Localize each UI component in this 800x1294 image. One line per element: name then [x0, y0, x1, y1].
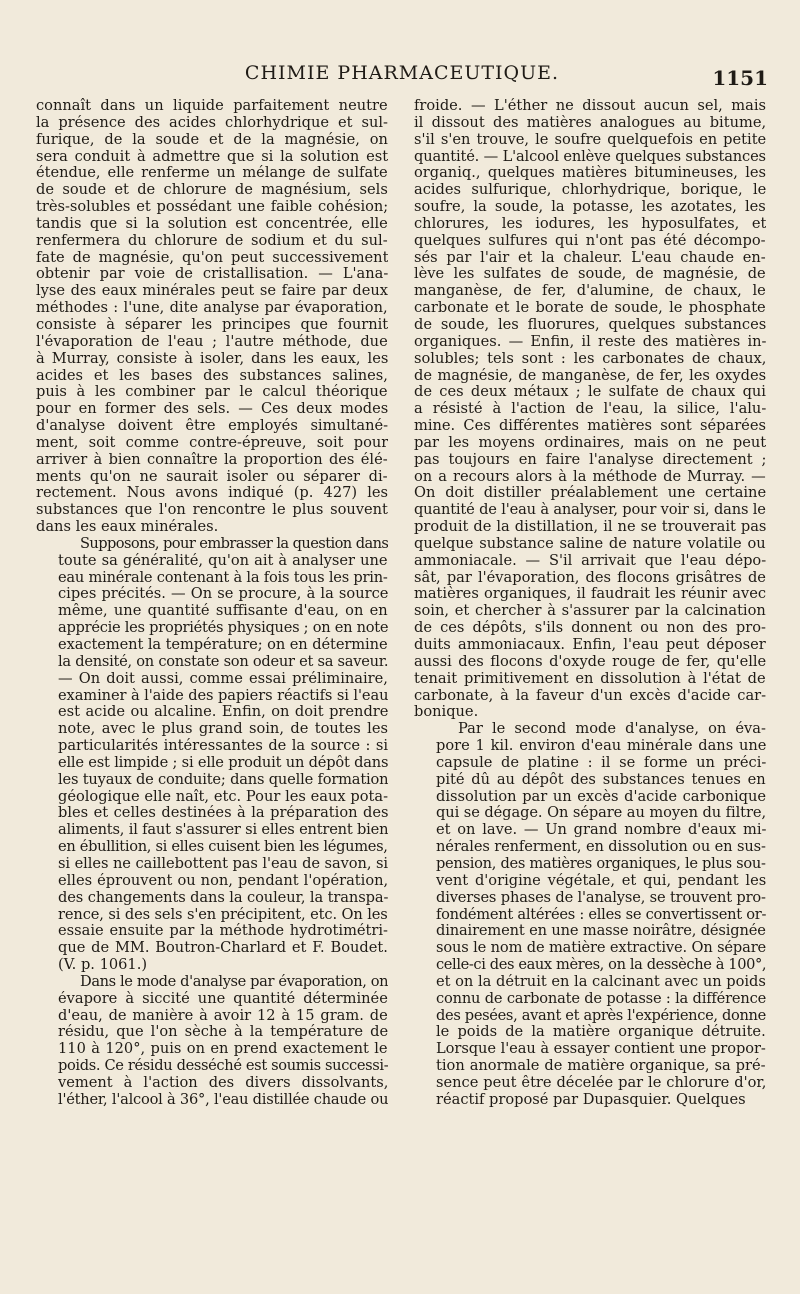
- text-line: les tuyaux de conduite; dans quelle formation: [58, 771, 388, 788]
- text-line: évapore à siccité une quantité déterminée: [58, 990, 388, 1007]
- text-line: carbonate, à la faveur d'un excès d'acide car-: [414, 687, 766, 704]
- text-line: consiste à séparer les principes que fournit: [36, 316, 388, 333]
- text-line: de soude et de chlorure de magnésium, sels: [36, 182, 388, 199]
- text-line: 110 à 120°, puis on en prend exactement le: [58, 1041, 388, 1058]
- text-line: bonique.: [414, 704, 479, 721]
- text-line: On doit distiller préalablement une certaine: [414, 485, 766, 502]
- text-line: l'éther, l'alcool à 36°, l'eau distillée chaude ou: [58, 1091, 388, 1108]
- text-line: obtenir par voie de cristallisation. — L'ana-: [36, 266, 388, 283]
- paragraph: [414, 721, 766, 1108]
- text-line: dans les eaux minérales.: [36, 519, 219, 536]
- text-line: connu de carbonate de potasse : la différence: [436, 990, 766, 1007]
- text-line: quantité de l'eau à analyser, pour voir si, dans le: [414, 502, 766, 519]
- text-line: ments qu'on ne saurait isoler ou séparer di-: [36, 468, 388, 485]
- text-line: la présence des acides chlorhydrique et sul-: [36, 114, 388, 131]
- text-line: résidu, que l'on sèche à la température de: [58, 1024, 388, 1041]
- text-line: furique, de la soude et de la magnésie, on: [36, 131, 388, 148]
- text-line: réactif proposé par Dupasquier. Quelques: [436, 1091, 746, 1108]
- page-header: [36, 60, 768, 90]
- text-line: sât, par l'évaporation, des flocons grisâtres de: [414, 569, 766, 586]
- text-line: chlorures, les iodures, les hyposulfates, et: [414, 215, 766, 232]
- text-line: dissolution par un excès d'acide carbonique: [436, 788, 766, 805]
- text-line: à Murray, consiste à isoler, dans les eaux, les: [36, 350, 388, 367]
- text-line: de soude, les fluorures, quelques substances: [414, 316, 766, 333]
- text-line: acides et les bases des substances salines,: [36, 367, 388, 384]
- text-line: diverses phases de l'analyse, se trouvent pro-: [436, 889, 766, 906]
- text-line: capsule de platine : il se forme un préci-: [436, 754, 766, 771]
- text-line: cipes précités. — On se procure, à la source: [58, 586, 388, 603]
- text-line: vent d'origine végétale, et qui, pendant les: [436, 872, 766, 889]
- text-line: quelques sulfures qui n'ont pas été décompo-: [414, 232, 766, 249]
- text-line: acides sulfurique, chlorhydrique, borique, le: [414, 182, 766, 199]
- left-text-column: [36, 98, 388, 1109]
- text-line: est acide ou alcaline. Enfin, on doit prendre: [58, 704, 388, 721]
- text-line: (V. p. 1061.): [58, 957, 148, 974]
- text-line: Dans le mode d'analyse par évaporation, on: [80, 973, 388, 990]
- text-line: pité dû au dépôt des substances tenues en: [436, 771, 766, 788]
- text-line: elle est limpide ; si elle produit un dépôt dans: [58, 754, 388, 771]
- text-line: organiq., quelques matières bitumineuses, les: [414, 165, 766, 182]
- paragraph: [36, 536, 388, 974]
- text-line: soin, et chercher à s'assurer par la calcination: [414, 603, 766, 620]
- text-line: tion anormale de matière organique, sa pré-: [436, 1058, 766, 1075]
- text-line: aliments, il faut s'assurer si elles entrent bien: [58, 822, 388, 839]
- text-line: Lorsque l'eau à essayer contient une propor-: [436, 1041, 766, 1058]
- text-line: arriver à bien connaître la proportion des élé-: [36, 451, 388, 468]
- text-line: organiques. — Enfin, il reste des matières in-: [414, 333, 766, 350]
- text-line: l'évaporation de l'eau ; l'autre méthode, due: [36, 333, 388, 350]
- text-line: méthodes : l'une, dite analyse par évaporation,: [36, 300, 388, 317]
- text-line: Supposons, pour embrasser la question dans: [80, 535, 388, 552]
- text-line: si elles ne caillebottent pas l'eau de savon, si: [58, 855, 388, 872]
- text-line: très-solubles et possédant une faible cohésion;: [36, 199, 388, 216]
- text-line: pore 1 kil. environ d'eau minérale dans une: [436, 738, 766, 755]
- text-line: apprécie les propriétés physiques ; on en note: [58, 620, 388, 637]
- text-line: et on la détruit en la calcinant avec un poids: [436, 973, 766, 990]
- right-text-column: [414, 98, 766, 1109]
- text-line: ammoniacale. — S'il arrivait que l'eau dépo-: [414, 552, 766, 569]
- text-line: celle-ci des eaux mères, on la dessèche à 100°,: [436, 957, 766, 974]
- text-line: il dissout des matières analogues au bitume,: [414, 114, 766, 131]
- text-line: quelque substance saline de nature volatile ou: [414, 535, 766, 552]
- text-line: par les moyens ordinaires, mais on ne peut: [414, 434, 766, 451]
- text-line: nérales renferment, en dissolution ou en sus-: [436, 839, 766, 856]
- text-line: note, avec le plus grand soin, de toutes les: [58, 721, 388, 738]
- text-line: qui se dégage. On sépare au moyen du filtre,: [436, 805, 766, 822]
- text-line: on a recours alors à la méthode de Murray. —: [414, 468, 766, 485]
- text-line: fate de magnésie, qu'on peut successivement: [36, 249, 388, 266]
- text-line: essaie ensuite par la méthode hydrotimétri-: [58, 923, 388, 940]
- text-line: fondément altérées : elles se convertissent or-: [436, 906, 766, 923]
- paragraph: [414, 98, 766, 721]
- text-line: de ces dépôts, s'ils donnent ou non des pro-: [414, 620, 766, 637]
- text-line: lève les sulfates de soude, de magnésie, de: [414, 266, 766, 283]
- text-line: même, une quantité suffisante d'eau, on en: [58, 603, 388, 620]
- text-line: lyse des eaux minérales peut se faire par deux: [36, 283, 388, 300]
- text-line: de magnésie, de manganèse, de fer, les oxydes: [414, 367, 766, 384]
- text-line: a résisté à l'action de l'eau, la silice, l'alu-: [414, 401, 766, 418]
- text-line: mine. Ces différentes matières sont séparées: [414, 418, 766, 435]
- text-line: duits ammoniacaux. Enfin, l'eau peut déposer: [414, 637, 766, 653]
- text-line: bles et celles destinées à la préparation des: [58, 805, 388, 822]
- text-line: dinairement en une masse noirâtre, désignée: [436, 923, 766, 940]
- text-line: géologique elle naît, etc. Pour les eaux pota-: [58, 788, 388, 805]
- text-line: d'eau, de manière à avoir 12 à 15 gram. de: [58, 1007, 388, 1024]
- text-line: vement à l'action des divers dissolvants,: [58, 1074, 388, 1091]
- text-line: rectement. Nous avons indiqué (p. 427) les: [36, 485, 388, 502]
- text-line: carbonate et le borate de soude, le phosphate: [414, 300, 766, 317]
- text-line: le poids de la matière organique détruite.: [436, 1024, 766, 1041]
- text-line: d'analyse doivent être employés simultané-: [36, 418, 388, 435]
- text-line: particularités intéressantes de la source : si: [58, 738, 388, 755]
- text-line: — On doit aussi, comme essai préliminaire,: [58, 670, 388, 687]
- text-line: exactement la température; on en détermine: [58, 637, 388, 653]
- text-line: ment, soit comme contre-épreuve, soit pour: [36, 434, 388, 451]
- text-line: renfermera du chlorure de sodium et du sul-: [36, 232, 388, 249]
- text-line: tenait primitivement en dissolution à l'état de: [414, 670, 766, 687]
- text-line: solubles; tels sont : les carbonates de chaux,: [414, 350, 766, 367]
- text-line: soufre, la soude, la potasse, les azotates, les: [414, 199, 766, 216]
- text-line: en ébullition, si elles cuisent bien les légumes,: [58, 839, 388, 856]
- text-line: examiner à l'aide des papiers réactifs si l'eau: [58, 687, 388, 704]
- text-line: pour en former des sels. — Ces deux modes: [36, 401, 388, 418]
- text-line: des pesées, avant et après l'expérience, donne: [436, 1007, 766, 1024]
- text-line: substances que l'on rencontre le plus souvent: [36, 502, 388, 519]
- text-line: manganèse, de fer, d'alumine, de chaux, le: [414, 283, 766, 300]
- paragraph: [36, 974, 388, 1109]
- text-line: eau minérale contenant à la fois tous les prin-: [58, 569, 388, 586]
- running-title: CHIMIE PHARMACEUTIQUE.: [244, 62, 560, 84]
- text-line: produit de la distillation, il ne se trouverait pas: [414, 519, 766, 536]
- text-line: sera conduit à admettre que si la solution est: [36, 148, 388, 165]
- text-line: connaît dans un liquide parfaitement neutre: [36, 98, 388, 114]
- text-line: froide. — L'éther ne dissout aucun sel, mais: [414, 98, 766, 114]
- text-line: de ces deux métaux ; le sulfate de chaux qui: [414, 384, 766, 401]
- text-line: toute sa généralité, qu'on ait à analyser une: [58, 552, 388, 569]
- text-line: pas toujours en faire l'analyse directement ;: [414, 451, 766, 468]
- text-line: sence peut être décelée par le chlorure d'or,: [436, 1074, 766, 1091]
- text-line: elles éprouvent ou non, pendant l'opération,: [58, 872, 388, 889]
- text-line: puis à les combiner par le calcul théorique: [36, 384, 388, 401]
- text-line: pension, des matières organiques, le plus sou-: [436, 855, 766, 872]
- text-line: matières organiques, il faudrait les réunir avec: [414, 586, 766, 603]
- text-line: tandis que si la solution est concentrée, elle: [36, 215, 388, 232]
- page-number: 1151: [712, 66, 768, 90]
- text-line: des changements dans la couleur, la transpa-: [58, 889, 388, 906]
- text-line: sés par l'air et la chaleur. L'eau chaude en-: [414, 249, 766, 266]
- text-line: s'il s'en trouve, le soufre quelquefois en petite: [414, 131, 766, 148]
- text-line: que de MM. Boutron-Charlard et F. Boudet.: [58, 940, 388, 957]
- text-line: aussi des flocons d'oxyde rouge de fer, qu'elle: [414, 653, 766, 670]
- text-line: Par le second mode d'analyse, on éva-: [458, 721, 766, 738]
- paragraph: [36, 98, 388, 536]
- text-line: rence, si des sels s'en précipitent, etc. On les: [58, 906, 388, 923]
- text-line: étendue, elle renferme un mélange de sulfate: [36, 165, 388, 182]
- text-line: la densité, on constate son odeur et sa saveur.: [58, 653, 388, 670]
- text-line: quantité. — L'alcool enlève quelques substances: [414, 148, 766, 165]
- text-line: sous le nom de matière extractive. On sépare: [436, 940, 766, 957]
- text-line: et on lave. — Un grand nombre d'eaux mi-: [436, 822, 766, 839]
- text-line: poids. Ce résidu desséché est soumis successi-: [58, 1058, 388, 1075]
